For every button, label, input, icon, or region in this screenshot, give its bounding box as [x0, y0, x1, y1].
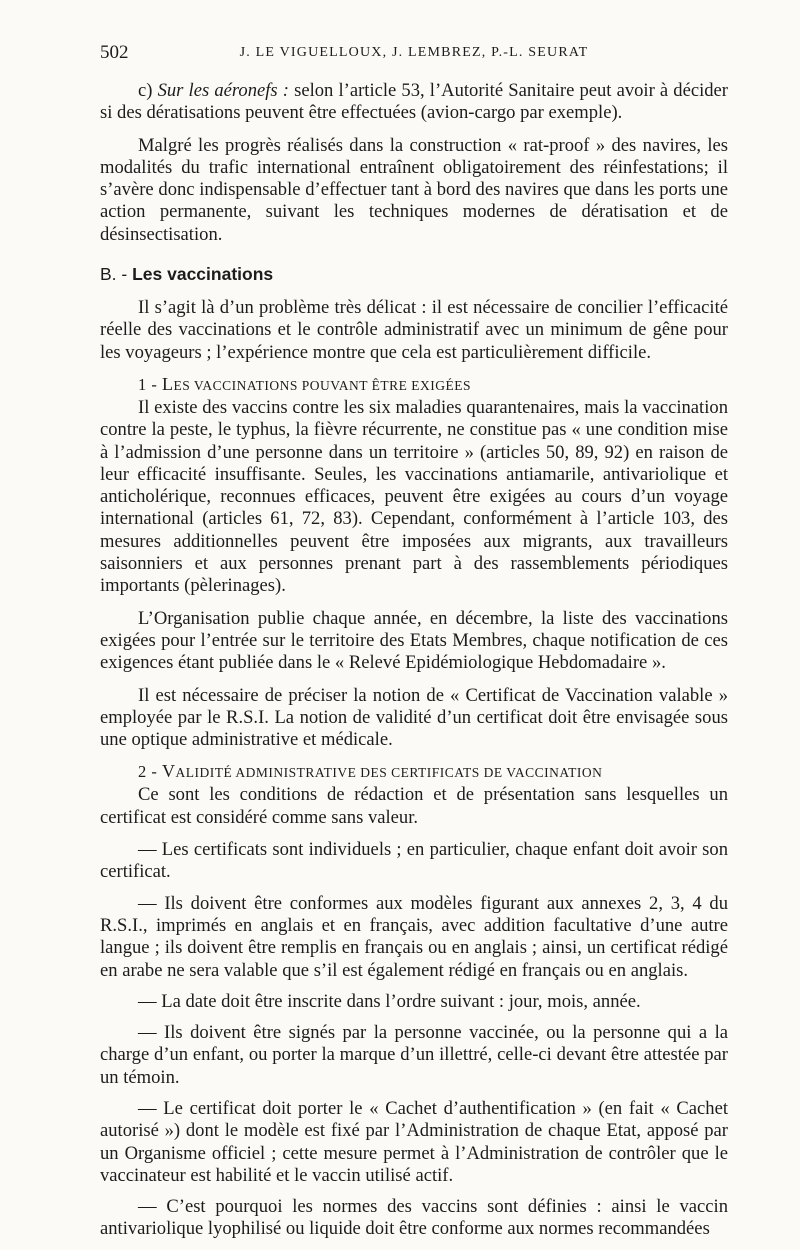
paragraph-conditions: Ce sont les conditions de rédaction et de présentation sans lesquelles un certificat est considéré comme sans valeur. — [100, 784, 728, 828]
paragraph-vaccins: Il existe des vaccins contre les six maladies quarantenaires, mais la vaccination contre la peste, le typhus, la fièvre récurrente, ne constitue pas « une condition mise à l’admission d’une personne dans un territoire » (articles 50, 89, 92) en raison de leur efficacité insuffisante. Seules, les vaccinations antiamarile, antivariolique et anticholérique, reconnues efficaces, peuvent être exigées au cours d’un voyage international (articles 61, 72, 83). Cependant, conformément à l’article 103, des mesures additionnelles peuvent être imposées aux migrants, aux travailleurs saisonniers et aux personnes prenant part à des rassemblements périodiques importants (pèlerinages). — [100, 396, 728, 597]
section-title: Les vaccinations — [132, 264, 274, 285]
list-item: — Ils doivent être signés par la personne vaccinée, ou la personne qui a la charge d’un enfant, ou porter la marque d’un illettré, celle-ci devant être attestée par un témoin. — [100, 1022, 728, 1088]
paragraph-rat-proof: Malgré les progrès réalisés dans la construction « rat-proof » des navires, les modalités du trafic international entraînent obligatoirement des réinfestations; il s’avère donc indispensable d’effectuer tant à bord des navires que dans les ports une action permanente, suivant les techniques modernes de dératisation et de désinsectisation. — [100, 134, 728, 245]
subsection-number: 2 - — [138, 762, 162, 782]
subsection-heading-1 — [100, 374, 728, 395]
paragraph-text: selon l’article 53, l’Autorité Sanitaire peut avoir à décider si des dératisations peuvent être effectuées (avion-cargo par exemple). — [100, 80, 728, 124]
section-letter: B. - — [100, 264, 133, 285]
heading-initial: L — [162, 373, 174, 394]
list-item: — Les certificats sont individuels ; en particulier, chaque enfant doit avoir son certificat. — [100, 839, 728, 883]
page-header — [100, 42, 728, 72]
heading-initial: V — [162, 761, 176, 782]
list-item: — C’est pourquoi les normes des vaccins sont définies : ainsi le vaccin antivariolique lyophilisé ou liquide doit être conforme aux normes recommandées — [100, 1196, 728, 1240]
paragraph-organisation: L’Organisation publie chaque année, en décembre, la liste des vaccinations exigées pour l’entrée sur le territoire des Etats Membres, chaque notification de ces exigences étant publiée dans le « Relevé Epidémiologique Hebdomadaire ». — [100, 607, 728, 674]
subsection-heading-2 — [100, 761, 728, 782]
list-item: — La date doit être inscrite dans l’ordre suivant : jour, mois, année. — [138, 990, 641, 1012]
page-number: 502 — [100, 42, 129, 63]
subsection-number: 1 - — [138, 374, 162, 394]
section-heading-b — [100, 264, 728, 285]
paragraph-aeronefs — [100, 80, 728, 125]
paragraph-vaccinations-intro: Il s’agit là d’un problème très délicat : il est nécessaire de concilier l’efficacité réelle des vaccinations et le contrôle administratif avec un minimum de gêne pour les voyageurs ; l’expérience montre que cela est particulièrement difficile. — [100, 297, 728, 363]
heading-rest: ALIDITÉ ADMINISTRATIVE DES CERTIFICATS DE VACCINATION — [175, 765, 603, 781]
heading-rest: ES VACCINATIONS POUVANT ÊTRE EXIGÉES — [173, 377, 472, 393]
list-label: c) — [138, 80, 158, 101]
italic-lead: Sur les aéronefs : — [157, 80, 289, 101]
list-item: — Le certificat doit porter le « Cachet d’authentification » (en fait « Cachet autorisé ») dont le modèle est fixé par l’Administration de chaque Etat, apposé par un Organisme officiel ; cette mesure permet à l’Administration de contrôler que le vaccinateur est habilité et le vaccin utilisé actif. — [100, 1097, 728, 1186]
running-head: J. LE VIGUELLOUX, J. LEMBREZ, P.-L. SEURAT — [239, 45, 589, 60]
list-item: — Ils doivent être conformes aux modèles figurant aux annexes 2, 3, 4 du R.S.I., imprimés en anglais et en français, avec addition facultative d’une autre langue ; ils doivent être remplis en français ou en anglais ; ainsi, un certificat rédigé en arabe ne sera valable que s’il est également rédigé en français ou en anglais. — [100, 892, 728, 981]
paragraph-certificat: Il est nécessaire de préciser la notion de « Certificat de Vaccination valable » employée par le R.S.I. La notion de validité d’un certificat doit être envisagée sous une optique administrative et médicale. — [100, 684, 728, 751]
article-body — [100, 80, 728, 1250]
